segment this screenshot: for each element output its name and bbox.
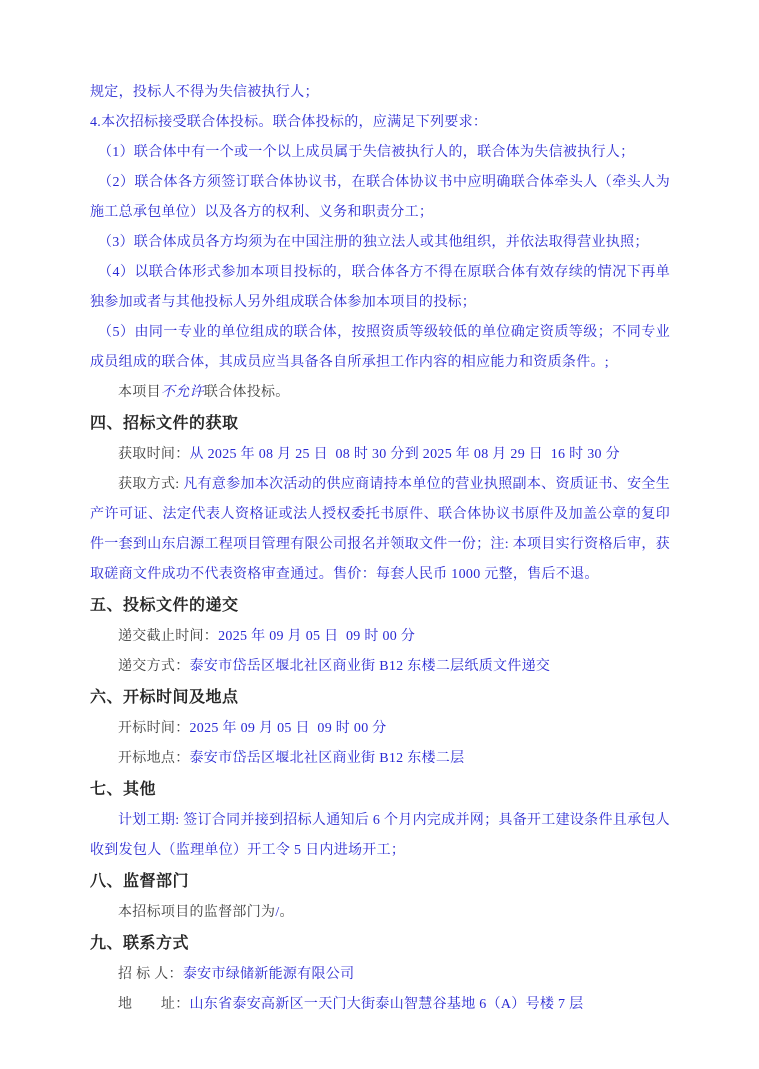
text-segment: （1）联合体中有一个或一个以上成员属于失信被执行人的，联合体为失信被执行人； (98, 145, 635, 160)
text-segment: （2）联合体各方须签订联合体协议书，在联合体协议书中应明确联合体牵头人（牵头人为施工总承包单位）以及各方的权利、义务和职责分工； (90, 175, 670, 220)
text-segment: （3）联合体成员各方均须为在中国注册的独立法人或其他组织，并依法取得营业执照； (98, 235, 649, 250)
paragraph (90, 990, 670, 1020)
text-segment: 获取方式: (118, 477, 180, 492)
text-segment: 递交截止时间： (118, 629, 219, 644)
paragraph (90, 806, 670, 866)
paragraph (90, 470, 670, 590)
text-segment: 泰安市岱岳区堰北社区商业街 B12 东楼二层纸质文件递交 (189, 659, 551, 674)
paragraph (90, 622, 670, 652)
paragraph (90, 440, 670, 470)
text-segment: 泰安市绿储新能源有限公司 (182, 967, 355, 982)
section-heading: 七、其他 (90, 781, 157, 798)
text-segment: 计划工期: 签订合同并接到招标人通知后 6 个月内完成并网；具备开工建设条件且承包人收到发包人（监理单位）开工令 5 日内进场开工； (90, 813, 670, 858)
text-segment: 4.本次招标接受联合体投标。联合体投标的，应满足下列要求： (90, 115, 488, 130)
text-segment: 联合体投标。 (203, 385, 290, 400)
text-segment: 规定，投标人不得为失信被执行人； (90, 85, 319, 100)
text-segment: 递交方式： (118, 659, 190, 674)
paragraph (90, 258, 670, 318)
paragraph (90, 960, 670, 990)
text-segment: 泰安市岱岳区堰北社区商业街 B12 东楼二层 (189, 751, 465, 766)
text-segment: （5）由同一专业的单位组成的联合体，按照资质等级较低的单位确定资质等级；不同专业成员组成的联合体，其成员应当具备各自所承担工作内容的相应能力和资质条件。; (90, 325, 670, 370)
paragraph (90, 652, 670, 682)
text-segment: 山东省泰安高新区一天门大街泰山智慧谷基地 6（A）号楼 7 层 (189, 997, 584, 1012)
paragraph (90, 744, 670, 774)
text-segment: 开标地点： (118, 751, 190, 766)
text-segment: 2025 年 09 月 05 日 09 时 00 分 (218, 629, 416, 644)
paragraph (90, 318, 670, 378)
paragraph (90, 378, 670, 408)
paragraph (90, 898, 670, 928)
text-segment: 获取时间： (118, 447, 190, 462)
text-segment: 凡有意参加本次活动的供应商请持本单位的营业执照副本、资质证书、安全生产许可证、法定代表人资格证或法人授权委托书原件、联合体协议书原件及加盖公章的复印件一套到山东启源工程项目管理有限公司报名并领取文件一份；注: 本项目实行资格后审，获取磋商文件成功不代表资格审查通过。售价：每套人民币 1000 元整，售后不退。 (90, 477, 671, 582)
paragraph (90, 168, 670, 228)
section-heading: 八、监督部门 (90, 873, 190, 890)
text-segment: 。 (279, 905, 294, 920)
text-segment: 2025 年 09 月 05 日 09 时 00 分 (189, 721, 387, 736)
text-segment: 地 址： (118, 997, 190, 1012)
text-segment: 本招标项目的监督部门为 (118, 905, 276, 920)
paragraph (90, 108, 670, 138)
paragraph (90, 714, 670, 744)
section-heading: 九、联系方式 (90, 935, 190, 952)
text-segment: 开标时间： (118, 721, 190, 736)
paragraph (90, 78, 670, 108)
section-heading: 四、招标文件的获取 (90, 415, 239, 432)
text-segment: 不允许 (160, 385, 204, 400)
section-heading: 六、开标时间及地点 (90, 689, 239, 706)
section-heading: 五、投标文件的递交 (90, 597, 239, 614)
text-segment: 从 2025 年 08 月 25 日 08 时 30 分到 2025 年 08 月 29 日 16 时 30 分 (189, 447, 620, 462)
paragraph (90, 228, 670, 258)
text-segment: （4）以联合体形式参加本项目投标的，联合体各方不得在原联合体有效存续的情况下再单独参加或者与其他投标人另外组成联合体参加本项目的投标； (90, 265, 670, 310)
text-segment: 招 标 人： (118, 967, 183, 982)
document-content (90, 78, 670, 1020)
paragraph (90, 138, 670, 168)
text-segment: / (275, 905, 280, 920)
text-segment: 本项目 (118, 385, 161, 400)
